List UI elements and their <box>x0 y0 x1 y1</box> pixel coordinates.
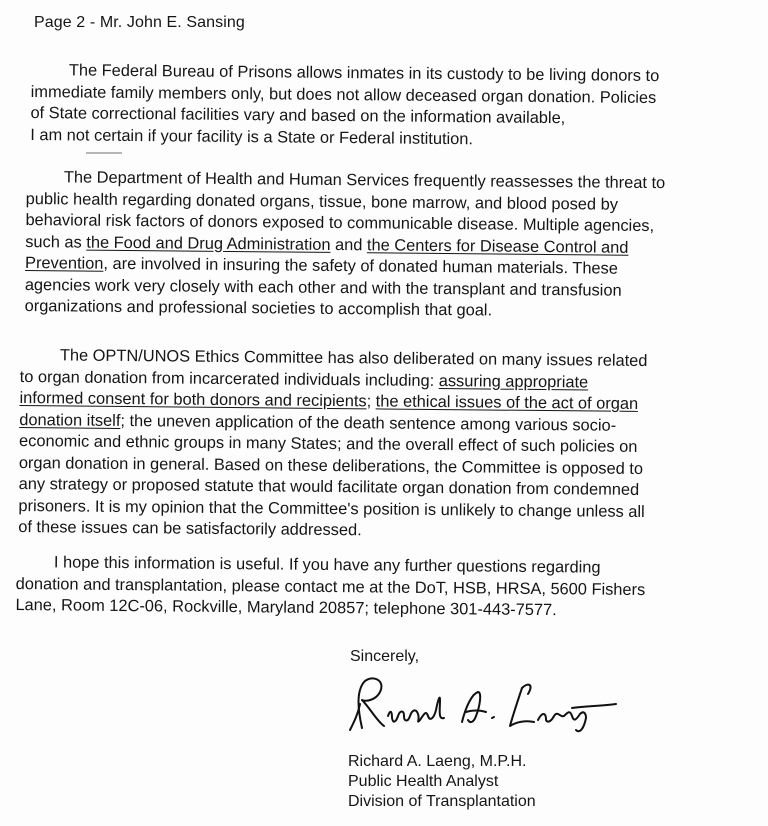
paragraph-3 <box>18 345 647 545</box>
closing-salutation: Sincerely, <box>350 648 420 665</box>
underlined-phrase: the ethical issues of the act of organ <box>375 392 639 413</box>
paragraph-line: The Department of Health and Human Services frequently reassesses the threat to <box>63 168 666 193</box>
paragraph-line: The OPTN/UNOS Ethics Committee has also deliberated on many issues related <box>59 346 648 371</box>
paragraph-line: informed consent for both donors and recipients; the ethical issues of the act of organ <box>19 388 639 413</box>
underlined-phrase: informed consent for both donors and recipients <box>19 388 367 411</box>
underlined-phrase: the Food and Drug Administration <box>86 233 331 254</box>
signer-title: Public Health Analyst <box>348 773 499 790</box>
underlined-phrase: the Centers for Disease Control and <box>366 235 629 257</box>
paragraph-line: I hope this information is useful. If you have any further questions regarding <box>53 553 601 577</box>
paragraph-line: organ donation in general. Based on these deliberations, the Committee is opposed to <box>18 453 644 478</box>
paragraph-line: public health regarding donated organs, tissue, bone marrow, and blood posed by <box>25 189 619 214</box>
underlined-phrase: Prevention <box>24 253 104 273</box>
paragraph-line: The Federal Bureau of Prisons allows inmates in its custody to be living donors to <box>68 61 660 86</box>
paragraph-2 <box>25 167 666 324</box>
signer-division: Division of Transplantation <box>348 793 536 810</box>
paragraph-line: economic and ethnic groups in many States; and the overall effect of such policies on <box>18 431 638 456</box>
paragraph-line: such as the Food and Drug Administration and the Centers for Disease Control and <box>25 232 629 257</box>
paragraph-line: organizations and professional societies to accomplish that goal. <box>24 296 493 320</box>
paragraph-line: behavioral risk factors of donors exposed to communicable disease. Multiple agencies, <box>25 210 655 236</box>
paragraph-line: donation itself; the uneven application of the death sentence among various socio- <box>19 410 617 435</box>
paragraph-line: of State correctional facilities vary and based on the information available, <box>30 103 566 128</box>
paragraph-line: prisoners. It is my opinion that the Committee's position is unlikely to change unless all <box>18 496 645 521</box>
handwritten-signature <box>340 670 620 740</box>
paragraph-1 <box>30 60 659 152</box>
underlined-phrase: assuring appropriate <box>438 371 589 391</box>
paragraph-line: Prevention, are involved in insuring the safety of donated human materials. These <box>24 253 618 278</box>
signer-name: Richard A. Laeng, M.P.H. <box>348 753 527 770</box>
pen-mark <box>86 152 122 154</box>
paragraph-4 <box>15 552 645 623</box>
paragraph-line: any strategy or proposed statute that would facilitate organ donation from condemned <box>18 474 640 499</box>
paragraph-line: to organ donation from incarcerated individuals including: assuring appropriate <box>19 367 589 391</box>
signature-block <box>348 752 536 812</box>
paragraph-line: donation and transplantation, please contact me at the DoT, HSB, HRSA, 5600 Fishers <box>15 574 646 599</box>
paragraph-line: agencies work very closely with each other and with the transplant and transfusion <box>24 275 622 300</box>
paragraph-line: immediate family members only, but does not allow deceased organ donation. Policies <box>30 82 657 107</box>
paragraph-line: I am not certain if your facility is a State or Federal institution. <box>30 125 474 148</box>
underlined-phrase: donation itself <box>19 410 121 430</box>
page-header: Page 2 - Mr. John E. Sansing <box>34 14 245 31</box>
paragraph-line: of these issues can be satisfactorily addressed. <box>18 517 362 540</box>
paragraph-line: Lane, Room 12C-06, Rockville, Maryland 20857; telephone 301-443-7577. <box>15 595 557 620</box>
